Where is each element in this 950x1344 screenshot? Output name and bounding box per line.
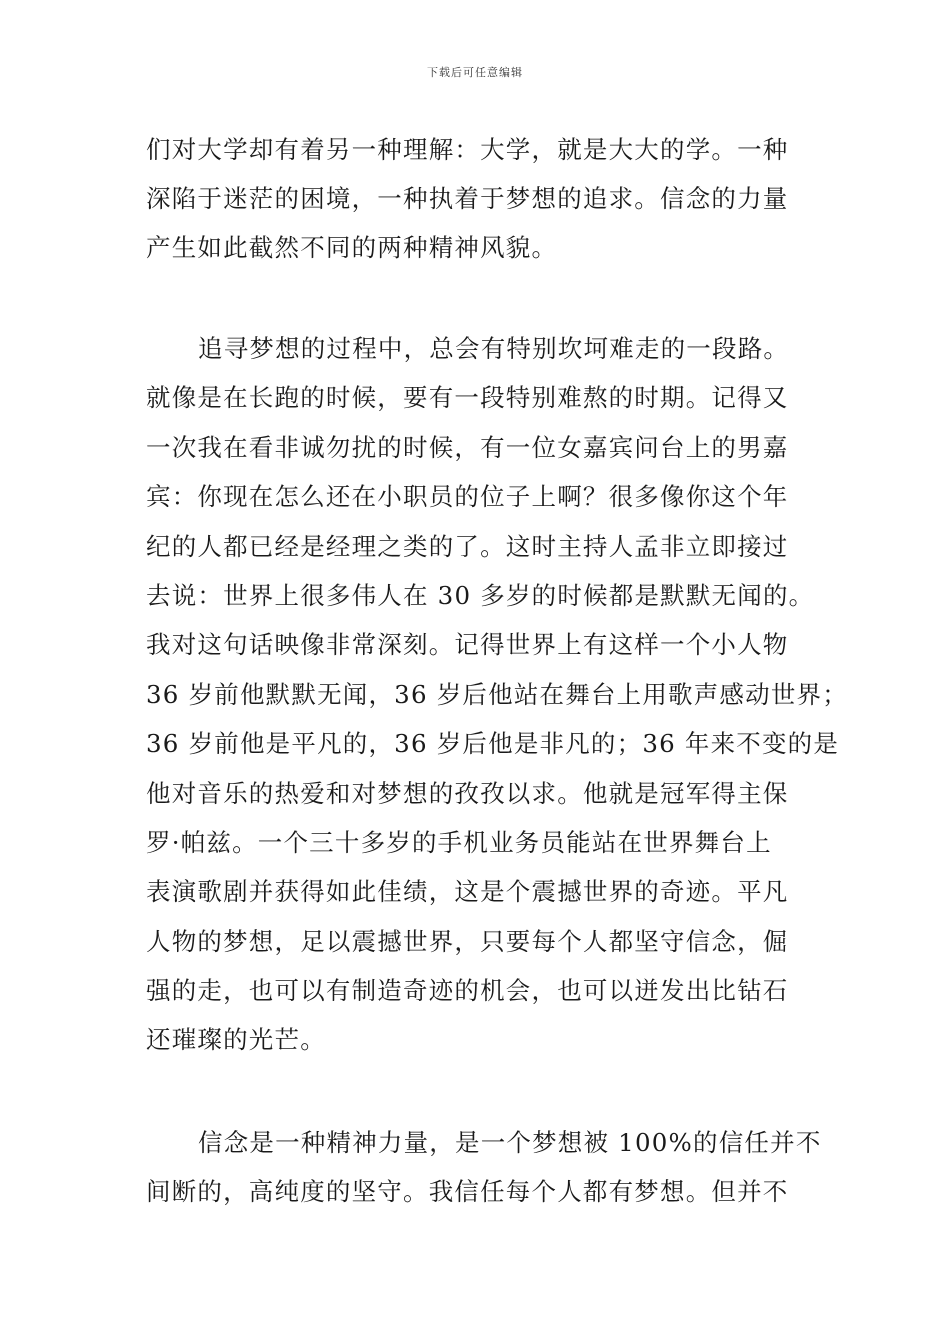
text-line: 间断的，高纯度的坚守。我信任每个人都有梦想。但并不 xyxy=(146,1177,789,1206)
text-line: 纪的人都已经是经理之类的了。这时主持人孟非立即接过 xyxy=(146,532,789,561)
text-line: 强的走，也可以有制造奇迹的机会，也可以迸发出比钻石 xyxy=(146,976,789,1005)
text-line: 去说：世界上很多伟人在 30 多岁的时候都是默默无闻的。 xyxy=(146,581,815,610)
text-line: 36 岁前他默默无闻，36 岁后他站在舞台上用歌声感动世界； xyxy=(146,680,848,709)
text-line: 表演歌剧并获得如此佳绩，这是个震撼世界的奇迹。平凡 xyxy=(146,877,789,906)
text-line: 罗·帕兹。一个三十多岁的手机业务员能站在世界舞台上 xyxy=(146,828,772,857)
text-line: 他对音乐的热爱和对梦想的孜孜以求。他就是冠军得主保 xyxy=(146,779,789,808)
text-line: 追寻梦想的过程中，总会有特别坎坷难走的一段路。 xyxy=(198,334,790,363)
text-line: 深陷于迷茫的困境，一种执着于梦想的追求。信念的力量 xyxy=(146,184,789,213)
text-line: 我对这句话映像非常深刻。记得世界上有这样一个小人物 xyxy=(146,630,789,659)
text-line: 还璀璨的光芒。 xyxy=(146,1025,326,1054)
text-line: 们对大学却有着另一种理解：大学，就是大大的学。一种 xyxy=(146,135,789,164)
text-line: 就像是在长跑的时候，要有一段特别难熬的时期。记得又 xyxy=(146,383,789,412)
text-line: 信念是一种精神力量，是一个梦想被 100%的信任并不 xyxy=(198,1128,822,1157)
text-line: 36 岁前他是平凡的，36 岁后他是非凡的；36 年来不变的是 xyxy=(146,729,840,758)
header-note: 下载后可任意编辑 xyxy=(427,66,523,79)
text-line: 人物的梦想，足以震撼世界，只要每个人都坚守信念，倔 xyxy=(146,927,789,956)
text-line: 产生如此截然不同的两种精神风貌。 xyxy=(146,233,558,262)
text-line: 一次我在看非诚勿扰的时候，有一位女嘉宾问台上的男嘉 xyxy=(146,433,789,462)
text-line: 宾：你现在怎么还在小职员的位子上啊？很多像你这个年 xyxy=(146,482,789,511)
